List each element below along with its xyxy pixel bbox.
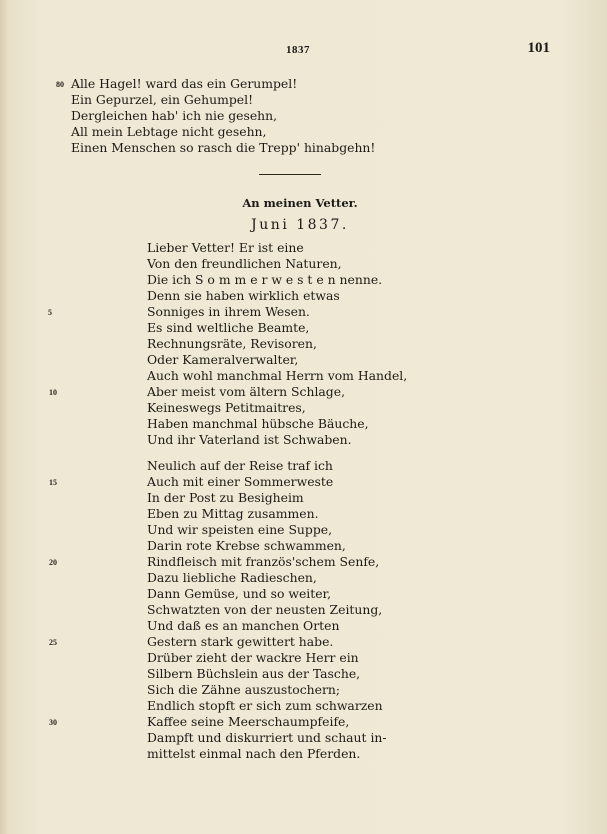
verse-line: Drüber zieht der wackre Herr ein — [147, 650, 359, 665]
verse-line: Kaffee seine Meerschaumpfeife, — [147, 714, 350, 729]
verse-line: Einen Menschen so rasch die Trepp' hinabgehn! — [71, 140, 376, 155]
running-header-year: 1837 — [286, 44, 310, 56]
verse-line: Sonniges in ihrem Wesen. — [147, 304, 310, 319]
verse-line: Keineswegs Petitmaitres, — [147, 400, 306, 415]
line-number: 5 — [48, 308, 52, 317]
page-number: 101 — [527, 40, 550, 56]
verse-line: Denn sie haben wirklich etwas — [147, 288, 340, 303]
verse-line: Schwatzten von der neusten Zeitung, — [147, 602, 383, 617]
verse-line: Auch wohl manchmal Herrn vom Handel, — [147, 368, 408, 383]
verse-line: Dazu liebliche Radieschen, — [147, 570, 317, 585]
verse-line: In der Post zu Besigheim — [147, 490, 304, 505]
verse-line: Haben manchmal hübsche Bäuche, — [147, 416, 369, 431]
verse-line: Dann Gemüse, und so weiter, — [147, 586, 332, 601]
page-binding-shadow — [0, 0, 8, 834]
verse-line: All mein Lebtage nicht gesehn, — [71, 124, 267, 139]
verse-line: Und daß es an manchen Orten — [147, 618, 340, 633]
verse-line: Auch mit einer Sommerweste — [147, 474, 334, 489]
verse-line: Neulich auf der Reise traf ich — [147, 458, 333, 473]
line-number: 15 — [49, 478, 57, 487]
verse-line: Rindfleisch mit französ'schem Senfe, — [147, 554, 380, 569]
poem-date: Juni 1837. — [251, 217, 349, 233]
poem-title: An meinen Vetter. — [242, 196, 358, 210]
verse-line: Oder Kameralverwalter, — [147, 352, 299, 367]
verse-line: Und wir speisten eine Suppe, — [147, 522, 333, 537]
verse-line: Lieber Vetter! Er ist eine — [147, 240, 304, 255]
verse-line: Ein Gepurzel, ein Gehumpel! — [71, 92, 254, 107]
line-number: 20 — [49, 558, 57, 567]
verse-line: Endlich stopft er sich zum schwarzen — [147, 698, 383, 713]
verse-line: Silbern Büchslein aus der Tasche, — [147, 666, 361, 681]
verse-line: Dergleichen hab' ich nie gesehn, — [71, 108, 278, 123]
line-number: 30 — [49, 718, 57, 727]
verse-line: Eben zu Mittag zusammen. — [147, 506, 319, 521]
verse-line: Darin rote Krebse schwammen, — [147, 538, 346, 553]
verse-line: Es sind weltliche Beamte, — [147, 320, 310, 335]
verse-line: Aber meist vom ältern Schlage, — [147, 384, 346, 399]
verse-line: Alle Hagel! ward das ein Gerumpel! — [71, 76, 298, 91]
section-divider — [259, 174, 321, 175]
verse-line: Sich die Zähne auszustochern; — [147, 682, 341, 697]
line-number: 10 — [49, 388, 57, 397]
line-number: 80 — [56, 80, 64, 89]
verse-line: Gestern stark gewittert habe. — [147, 634, 334, 649]
verse-line: mittelst einmal nach den Pferden. — [147, 746, 361, 761]
verse-line: Die ich S o m m e r w e s t e n nenne. — [147, 272, 383, 287]
verse-line: Dampft und diskurriert und schaut in- — [147, 730, 387, 745]
verse-line: Rechnungsräte, Revisoren, — [147, 336, 317, 351]
verse-line: Von den freundlichen Naturen, — [147, 256, 342, 271]
verse-line: Und ihr Vaterland ist Schwaben. — [147, 432, 352, 447]
line-number: 25 — [49, 638, 57, 647]
